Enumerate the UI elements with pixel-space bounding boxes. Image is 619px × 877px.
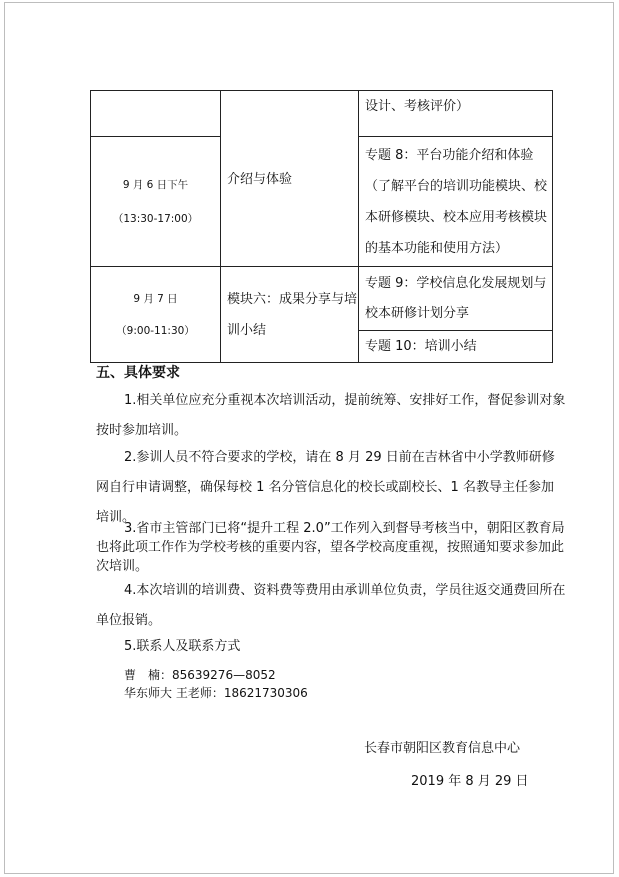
module-cell: 介绍与体验	[221, 91, 359, 267]
paragraph: 5.联系人及联系方式	[124, 639, 241, 654]
section-heading: 五、具体要求	[96, 365, 180, 381]
topic-cell: 专题 10：培训小结	[359, 331, 553, 363]
time-cell	[91, 137, 221, 267]
contact-line: 华东师大 王老师：18621730306	[124, 686, 308, 700]
paragraph: 3.省市主管部门已将“提升工程 2.0”工作列入到督导考核当中，朝阳区教育局也将此项工作作为学校考核的重要内容，望各学校高度重视，按照通知要求参加此次培训。	[96, 521, 565, 574]
signature-date: 2019 年 8 月 29 日	[411, 774, 529, 789]
module-cell: 模块六：成果分享与培训小结	[221, 267, 359, 363]
paragraph: 1.相关单位应充分重视本次培训活动，提前统筹、安排好工作，督促参训对象按时参加培训。	[96, 393, 566, 438]
time-date: 9 月 6 日下午	[122, 178, 189, 191]
contact-line: 曹 楠：85639276—8052	[124, 668, 276, 682]
table-row	[91, 91, 553, 137]
topic-cell: 设计、考核评价）	[359, 91, 553, 137]
topic-cell: 专题 8：平台功能介绍和体验（了解平台的培训功能模块、校本研修模块、校本应用考核模块的基本功能和使用方法）	[359, 137, 553, 267]
paragraph: 2.参训人员不符合要求的学校，请在 8 月 29 日前在吉林省中小学教师研修网自行申请调整，确保每校 1 名分管信息化的校长或副校长、1 名教导主任参加培训。	[96, 450, 555, 525]
paragraph: 4.本次培训的培训费、资料费等费用由承训单位负责，学员往返交通费回所在单位报销。	[96, 583, 566, 628]
signature-org: 长春市朝阳区教育信息中心	[364, 741, 521, 756]
topic-cell: 专题 9：学校信息化发展规划与校本研修计划分享	[359, 267, 553, 331]
table-row	[91, 267, 553, 331]
time-cell	[91, 267, 221, 363]
time-date: 9 月 7 日	[133, 292, 178, 305]
table-cell	[91, 91, 221, 137]
schedule-table	[90, 90, 553, 363]
time-range: （13:30-17:00）	[112, 212, 199, 225]
time-range: （9:00-11:30）	[116, 324, 195, 337]
